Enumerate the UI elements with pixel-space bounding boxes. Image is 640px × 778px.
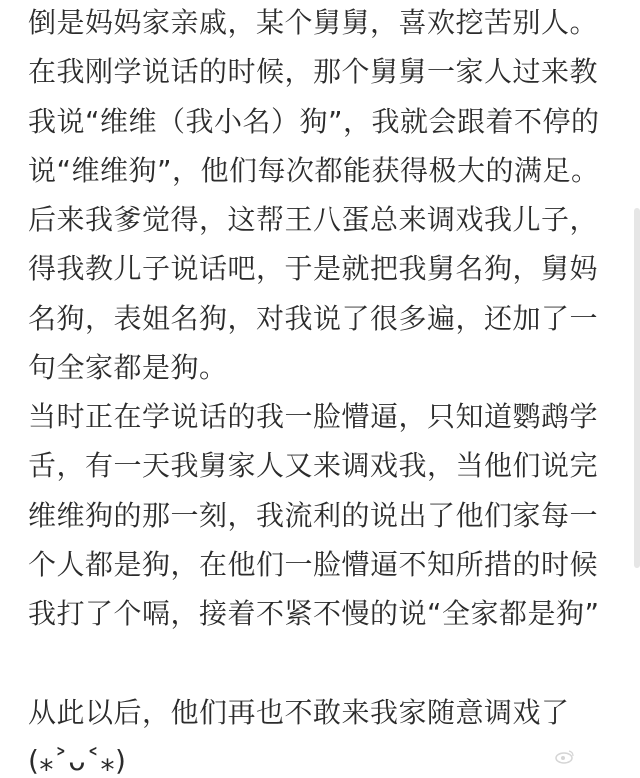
post-line: 当时正在学说话的我一脸懵逼，只知道鹦鹉学 (28, 400, 599, 433)
post-line: 句全家都是狗。 (28, 351, 228, 384)
post-line: 得我教儿子说话吧，于是就把我舅名狗，舅妈 (28, 252, 599, 285)
post-line: 维维狗的那一刻，我流利的说出了他们家每一 (28, 499, 599, 532)
weibo-watermark-icon (554, 748, 576, 764)
post-line: 舌，有一天我舅家人又来调戏我，当他们说完 (28, 449, 599, 482)
post-line: 名狗，表姐名狗，对我说了很多遍，还加了一 (28, 302, 599, 335)
post-line: 倒是妈妈家亲戚，某个舅舅，喜欢挖苦别人。 (28, 6, 599, 39)
post-line: 从此以后，他们再也不敢来我家随意调戏了 (28, 696, 570, 729)
post-line: 后来我爹觉得，这帮王八蛋总来调戏我儿子， (28, 203, 599, 236)
emoticon: (⁎˃ᴗ˂⁎) (28, 744, 127, 777)
post-line: 说“维维狗”，他们每次都能获得极大的满足。 (28, 154, 600, 187)
post-line: 我打了个嗝，接着不紧不慢的说“全家都是狗” (28, 597, 600, 630)
post-line: 个人都是狗，在他们一脸懵逼不知所措的时候 (28, 548, 599, 581)
post-line: 我说“维维（我小名）狗”，我就会跟着不停的 (28, 105, 600, 138)
post-line: 在我刚学说话的时候，那个舅舅一家人过来教 (28, 55, 599, 88)
scrollbar[interactable] (634, 208, 640, 568)
